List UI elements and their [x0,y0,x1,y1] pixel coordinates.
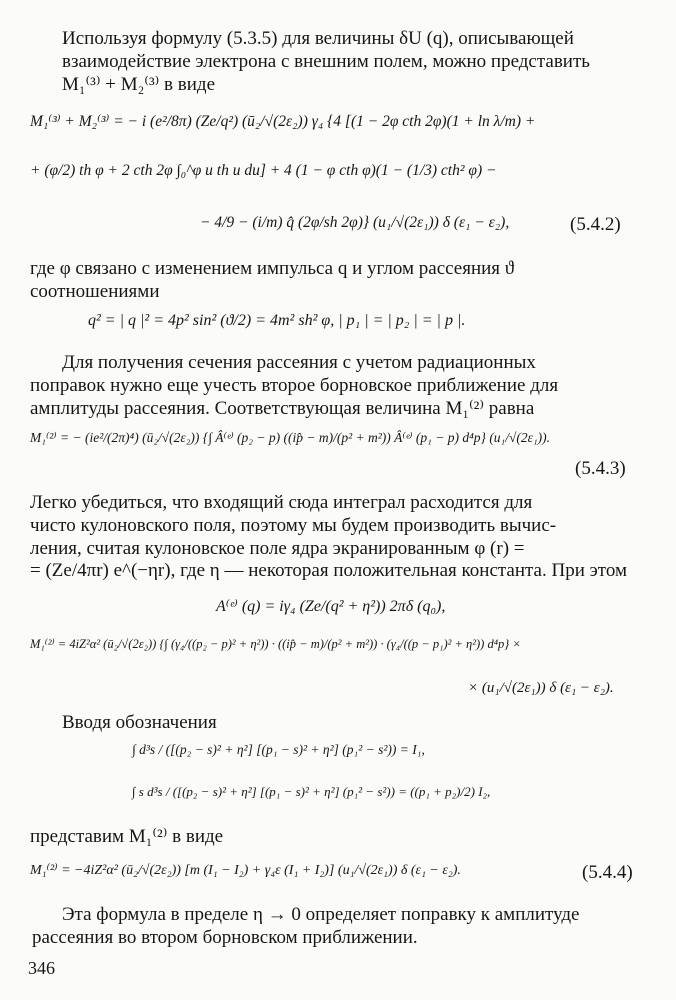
equation-line: M₁⁽³⁾ + M₂⁽³⁾ = − i (e²/8π) (Ze/q²) (ū₂/√(2ε₂)) γ₄ {4 [(1 − 2φ cth 2φ)(1 + ln λ/m) + [30,113,536,130]
paragraph-intro [62,28,638,96]
equation-number: (5.4.4) [582,862,633,883]
equation-field: A⁽ᵉ⁾ (q) = iγ₄ (Ze/(q² + η²)) 2πδ (q₀), [216,598,446,615]
equation-line: ∫ s d³s / ([(p₂ − s)² + η²] [(p₁ − s)² + η²] (p₁² − s²)) = ((p₁ + p₂)/2) I₂, [132,784,491,799]
text-line: M₁⁽³⁾ + M₂⁽³⁾ в виде [62,73,216,95]
equation-line: ∫ d³s / ([(p₂ − s)² + η²] [(p₁ − s)² + η²] (p₁² − s²)) = I₁, [132,742,425,757]
text-line: Вводя обозначения [62,712,217,733]
text-line: ления, считая кулоновское поле ядра экранированным φ (r) = [30,537,525,559]
equation-line: M₁⁽²⁾ = − (ie²/(2π)⁴) (ū₂/√(2ε₂)) {∫ Â⁽ᵉ⁾ (p₂ − p) ((ip̂ − m)/(p² + m²)) Â⁽ᵉ⁾ (p₁ − p) d⁴p} (u₁/√(2ε₁)). [30,430,551,445]
text-line: соотношениями [30,280,160,302]
equation-line: × (u₁/√(2ε₁)) δ (ε₁ − ε₂). [468,680,614,696]
equation-line: + (φ/2) th φ + 2 cth 2φ ∫₀^φ u th u du] + 4 (1 − φ cth φ)(1 − (1/3) cth² φ) − [30,162,497,179]
text-line: = (Ze/4πr) e^(−ηr), где η — некоторая положительная константа. При этом [30,560,627,582]
equation-line: − 4/9 − (i/m) q̂ (2φ/sh 2φ)} (u₁/√(2ε₁)) δ (ε₁ − ε₂), [200,214,510,231]
text-line: Для получения сечения рассеяния с учетом радиационных [62,352,536,373]
text-line: рассеяния во втором борновском приближении. [32,926,418,948]
paragraph-second-born [30,352,638,420]
equation-number: (5.4.2) [570,214,621,235]
text-line: представим M₁⁽²⁾ в виде [30,826,224,847]
equation-line: M₁⁽²⁾ = 4iZ²α² (ū₂/√(2ε₂)) {∫ (γ₄/((p₂ − p)² + η²)) · ((ip̂ − m)/(p² + m²)) · (γ₄/((p − p₁)² + η²)) d⁴p} × [30,637,521,651]
paragraph-represent [30,826,638,849]
text-line: Легко убедиться, что входящий сюда интеграл расходится для [30,492,533,513]
text-line: Используя формулу (5.3.5) для величины δU (q), описывающей [62,28,574,49]
paragraph-screened-coulomb [30,492,638,583]
text-line: поправок нужно еще учесть второе борновское приближение для [30,374,559,396]
text-line: амплитуды рассеяния. Соответствующая величина M₁⁽²⁾ равна [30,397,535,419]
paragraph-conclusion [32,904,638,950]
page-number: 346 [28,958,55,978]
equation-momentum-relation: q² = | q |² = 4p² sin² (ϑ/2) = 4m² sh² φ, | p₁ | = | p₂ | = | p |. [88,312,466,329]
equation-line: M₁⁽²⁾ = −4iZ²α² (ū₂/√(2ε₂)) [m (I₁ − I₂) + γ₄ε (I₁ + I₂)] (u₁/√(2ε₁)) δ (ε₁ − ε₂). [30,863,461,878]
text-line: взаимодействие электрона с внешним полем, можно представить [62,50,590,72]
paragraph-phi-definition [30,258,638,304]
text-line: где φ связано с изменением импульса q и углом рассеяния ϑ [30,258,515,279]
text-line: Эта формула в пределе η → 0 определяет поправку к амплитуде [62,904,580,925]
paragraph-notation-intro [62,712,638,735]
equation-number: (5.4.3) [575,458,626,479]
text-line: чисто кулоновского поля, поэтому мы будем производить вычис- [30,514,557,536]
